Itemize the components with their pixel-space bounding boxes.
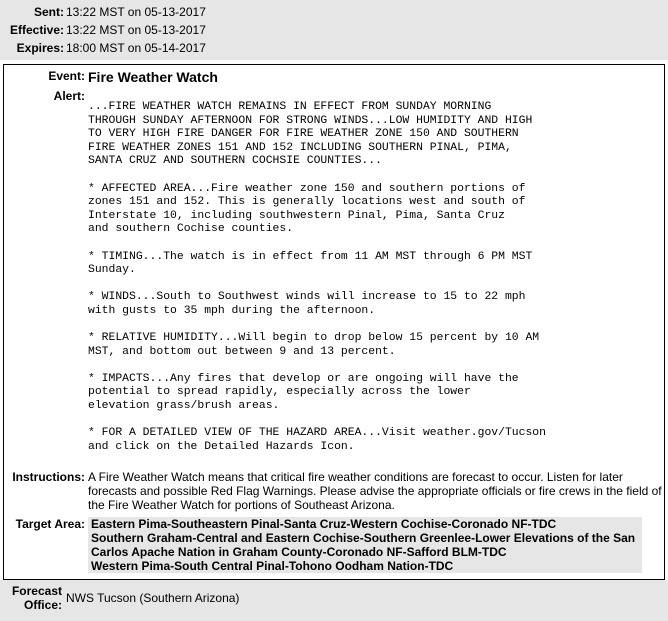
- expires-label: Expires:: [16, 41, 64, 55]
- target-area-item: Eastern Pima-Southeastern Pinal-Santa Cruz-Western Cochise-Coronado NF-TDC: [91, 517, 557, 531]
- alert-label: Alert:: [53, 89, 85, 103]
- expires-value: 18:00 MST on 05-14-2017: [66, 41, 206, 55]
- target-area-item: Western Pima-South Central Pinal-Tohono Oodham Nation-TDC: [91, 559, 454, 573]
- forecast-office-label: [8, 584, 62, 612]
- event-label: Event:: [48, 69, 85, 83]
- forecast-office-panel: [0, 580, 668, 621]
- forecast-office-label-line2: Office:: [23, 598, 62, 612]
- alert-detail-box: [3, 64, 665, 580]
- instructions-text: A Fire Weather Watch means that critical fire weather conditions are forecast to occur. Listen for later forecasts and possible Red Flag Warnings. Please advise the appropriate officials or fire crews in the field of the Fire Weather Watch for portions of Southeast Arizona.: [88, 470, 662, 512]
- instructions-label: Instructions:: [12, 470, 85, 484]
- alert-header-panel: [0, 0, 668, 60]
- forecast-office-label-line1: Forecast: [11, 584, 62, 598]
- sent-value: 13:22 MST on 05-13-2017: [66, 5, 206, 19]
- target-area-item: Southern Graham-Central and Eastern Cochise-Southern Greenlee-Lower Elevations of the San Carlos Apache Nation in Graham County-Coronado NF-Safford BLM-TDC: [91, 531, 636, 559]
- sent-label: Sent:: [34, 5, 64, 19]
- forecast-office-value: NWS Tucson (Southern Arizona): [66, 591, 240, 605]
- target-area-list: [88, 517, 642, 573]
- target-area-label: Target Area:: [15, 517, 85, 531]
- effective-label: Effective:: [9, 23, 64, 37]
- effective-value: 13:22 MST on 05-13-2017: [66, 23, 206, 37]
- event-title: Fire Weather Watch: [88, 69, 218, 85]
- alert-text: ...FIRE WEATHER WATCH REMAINS IN EFFECT FROM SUNDAY MORNING THROUGH SUNDAY AFTERNOON FOR STRONG WINDS...LOW HUMIDITY AND HIGH TO VERY HIGH FIRE DANGER FOR FIRE WEATHER ZONE 150 AND SOUTHERN FIRE WEATHER ZONES 151 AND 152 INCLUDING SOUTHERN PINAL, PIMA, SANTA CRUZ AND SOUTHERN COCHSIE COUNTIES... * AFFECTED AREA...Fire weather zone 150 and southern portions of zones 151 and 152. This is generally locations west and south of Interstate 10, including southwestern Pinal, Pima, Santa Cruz and southern Cochise counties. * TIMING...The watch is in effect from 11 AM MST through 6 PM MST Sunday. * WINDS...South to Southwest winds will increase to 15 to 22 mph with gusts to 35 mph during the afternoon. * RELATIVE HUMIDITY...Will begin to drop below 15 percent by 10 AM MST, and bottom out between 9 and 13 percent. * IMPACTS...Any fires that develop or are ongoing will have the potential to spread rapidly, especially across the lower elevation grass/brush areas. * FOR A DETAILED VIEW OF THE HAZARD AREA...Visit weather.gov/Tucson and click on the Detailed Hazards Icon.: [88, 101, 546, 453]
